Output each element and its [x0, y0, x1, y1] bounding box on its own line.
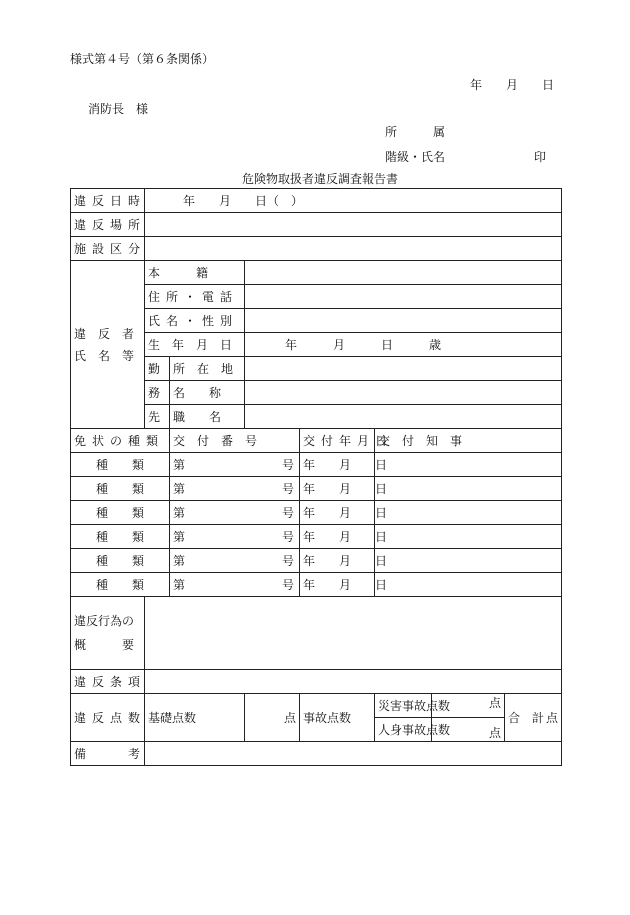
license-kind: 種 類: [71, 525, 170, 549]
name-sex-field[interactable]: [245, 309, 562, 333]
work-label-1: 勤: [145, 357, 170, 381]
license-dai: 第: [173, 482, 186, 496]
license-governor[interactable]: [375, 525, 562, 549]
license-number-header: 交 付 番 号: [170, 429, 300, 453]
work-location-field[interactable]: [245, 357, 562, 381]
row-points-1: [71, 694, 562, 718]
base-points-field[interactable]: 点: [245, 694, 300, 742]
row-act-summary: [71, 597, 562, 670]
violation-place-field[interactable]: [145, 213, 562, 237]
work-name-label: 名 称: [170, 381, 245, 405]
license-date[interactable]: 年 月 日: [300, 453, 375, 477]
work-post-field[interactable]: [245, 405, 562, 429]
license-go: 号: [281, 530, 294, 544]
row-birth-date: [71, 333, 562, 357]
license-row: [71, 525, 562, 549]
license-row: [71, 501, 562, 525]
row-remarks: [71, 742, 562, 766]
license-type-header: 免状の種類: [71, 429, 170, 453]
license-dai: 第: [173, 578, 186, 592]
act-summary-label-line2: 概 要: [74, 638, 135, 652]
license-go: 号: [281, 554, 294, 568]
articles-label: 違反条項: [71, 670, 145, 694]
address-phone-label: 住所・電話: [145, 285, 245, 309]
license-number[interactable]: [170, 573, 300, 597]
row-work-name: [71, 381, 562, 405]
license-date-header: 交付年月日: [300, 429, 375, 453]
rank-name-label: 階級・氏名: [385, 150, 446, 164]
facility-class-label: 施設区分: [71, 237, 145, 261]
report-date: 年 月 日: [470, 78, 555, 92]
birth-date-field[interactable]: 年 月 日 歳: [245, 333, 562, 357]
license-dai: 第: [173, 530, 186, 544]
violator-label-line1: 違 反 者: [74, 326, 135, 341]
injury-accident-field[interactable]: 点: [432, 718, 505, 742]
domicile-label: 本 籍: [145, 261, 245, 285]
total-field[interactable]: [505, 694, 562, 742]
work-label-3: 先: [145, 405, 170, 429]
disaster-accident-label: 災害事故点数: [375, 694, 432, 718]
license-governor[interactable]: [375, 477, 562, 501]
row-work-location: [71, 357, 562, 381]
license-governor[interactable]: [375, 573, 562, 597]
disaster-accident-field[interactable]: 点: [432, 694, 505, 718]
name-sex-label: 氏名・性別: [145, 309, 245, 333]
license-row: [71, 549, 562, 573]
license-row: [71, 573, 562, 597]
license-governor[interactable]: [375, 453, 562, 477]
violator-label: [71, 261, 145, 429]
row-domicile: [71, 261, 562, 285]
accident-points-label: 事故点数: [300, 694, 375, 742]
license-dai: 第: [173, 506, 186, 520]
form-number: 様式第４号（第６条関係）: [70, 52, 215, 66]
license-kind: 種 類: [71, 477, 170, 501]
work-location-label: 所 在 地: [170, 357, 245, 381]
work-name-field[interactable]: [245, 381, 562, 405]
facility-class-field[interactable]: [145, 237, 562, 261]
license-go: 号: [281, 506, 294, 520]
license-number[interactable]: [170, 525, 300, 549]
remarks-field[interactable]: [145, 742, 562, 766]
license-dai: 第: [173, 458, 186, 472]
license-governor[interactable]: [375, 501, 562, 525]
act-summary-label-line1: 違反行為の: [74, 614, 135, 628]
license-go: 号: [281, 578, 294, 592]
license-date[interactable]: 年 月 日: [300, 549, 375, 573]
row-address-phone: [71, 285, 562, 309]
row-articles: [71, 670, 562, 694]
license-row: [71, 453, 562, 477]
total-pt: 点: [546, 711, 559, 725]
license-go: 号: [281, 458, 294, 472]
row-facility-class: [71, 237, 562, 261]
row-work-post: [71, 405, 562, 429]
license-number[interactable]: [170, 453, 300, 477]
violation-datetime-label: 違反日時: [71, 189, 145, 213]
license-number[interactable]: [170, 549, 300, 573]
articles-field[interactable]: [145, 670, 562, 694]
affiliation-label: 所 属: [385, 125, 446, 139]
injury-accident-label: 人身事故点数: [375, 718, 432, 742]
seal-mark: 印: [534, 150, 547, 164]
addressee: 消防長 様: [88, 102, 149, 116]
violation-place-label: 違反場所: [71, 213, 145, 237]
license-date[interactable]: 年 月 日: [300, 477, 375, 501]
license-dai: 第: [173, 554, 186, 568]
act-summary-field[interactable]: [145, 597, 562, 670]
license-kind: 種 類: [71, 549, 170, 573]
license-date[interactable]: 年 月 日: [300, 525, 375, 549]
work-label-2: 務: [145, 381, 170, 405]
license-governor-header: 交 付 知 事: [375, 429, 562, 453]
remarks-label: 備 考: [71, 742, 145, 766]
license-date[interactable]: 年 月 日: [300, 501, 375, 525]
points-label: 違反点数: [71, 694, 145, 742]
license-kind: 種 類: [71, 453, 170, 477]
row-license-header: [71, 429, 562, 453]
license-governor[interactable]: [375, 549, 562, 573]
report-form-table: [70, 188, 562, 766]
total-label: 合 計: [508, 711, 545, 725]
license-kind: 種 類: [71, 501, 170, 525]
license-number[interactable]: [170, 501, 300, 525]
license-date[interactable]: 年 月 日: [300, 573, 375, 597]
license-kind: 種 類: [71, 573, 170, 597]
license-go: 号: [281, 482, 294, 496]
domicile-field[interactable]: [245, 261, 562, 285]
base-points-label: 基礎点数: [145, 694, 245, 742]
work-post-label: 職 名: [170, 405, 245, 429]
violation-datetime-field[interactable]: 年 月 日（ ）: [145, 189, 562, 213]
row-violation-place: [71, 213, 562, 237]
document-title: 危険物取扱者違反調査報告書: [242, 172, 399, 186]
row-violation-datetime: [71, 189, 562, 213]
address-phone-field[interactable]: [245, 285, 562, 309]
row-name-sex: [71, 309, 562, 333]
act-summary-label: [71, 597, 145, 670]
birth-date-label: 生 年 月 日: [145, 333, 245, 357]
violator-label-line2: 氏 名 等: [74, 348, 135, 363]
license-number[interactable]: [170, 477, 300, 501]
license-row: [71, 477, 562, 501]
